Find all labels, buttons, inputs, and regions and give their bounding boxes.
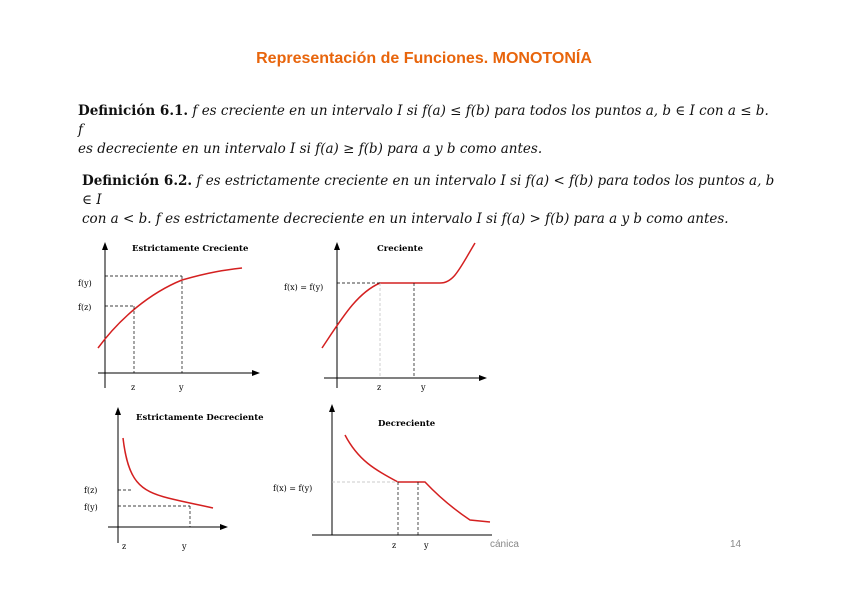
- graph-decreasing: [270, 400, 500, 558]
- function-curve: [98, 268, 242, 348]
- y-label: f(x) = f(y): [284, 283, 324, 292]
- x-axis-arrow: [479, 375, 487, 381]
- y-label: f(z): [84, 486, 98, 495]
- definition-text-line1: f es creciente en un intervalo I si f(a) ≤ f(b) para todos los puntos a, b ∈ I con a ≤ b. f: [78, 103, 769, 138]
- definition-label: Definición 6.1.: [78, 103, 189, 119]
- x-label: y: [179, 383, 184, 392]
- graph-increasing: [282, 238, 492, 398]
- graph-strictly-increasing: [70, 238, 270, 398]
- y-label: f(y): [84, 503, 98, 512]
- graph-title: Estrictamente Creciente: [132, 244, 249, 254]
- page-number: 14: [730, 539, 742, 550]
- x-label: z: [131, 383, 136, 392]
- x-label: y: [421, 383, 426, 392]
- x-axis-arrow: [220, 524, 228, 530]
- x-label: z: [122, 542, 127, 551]
- graph-strictly-decreasing: [78, 403, 278, 558]
- definition-text-line2: con a < b. f es estrictamente decreciente en un intervalo I si f(a) > f(b) para a y b como antes.: [82, 211, 729, 227]
- function-curve: [345, 435, 490, 522]
- x-label: z: [377, 383, 382, 392]
- definition-6-2: [82, 172, 782, 229]
- x-label: y: [182, 542, 187, 551]
- definition-6-1: [78, 102, 778, 159]
- graph-title: Creciente: [377, 244, 423, 254]
- y-label: f(y): [78, 279, 92, 288]
- y-axis-arrow: [334, 242, 340, 250]
- y-axis-arrow: [102, 242, 108, 250]
- definition-label: Definición 6.2.: [82, 173, 193, 189]
- y-label: f(z): [78, 303, 92, 312]
- slide-title: Representación de Funciones. MONOTONÍA: [256, 50, 592, 67]
- function-curve: [123, 438, 213, 508]
- footer-text: cánica: [490, 539, 519, 550]
- x-label: y: [424, 541, 429, 550]
- definition-text-line1: f es estrictamente creciente en un intervalo I si f(a) < f(b) para todos los puntos a, b ∈ I: [82, 173, 775, 208]
- x-label: z: [392, 541, 397, 550]
- y-label: f(x) = f(y): [273, 484, 313, 493]
- y-axis-arrow: [115, 407, 121, 415]
- definition-text-line2: es decreciente en un intervalo I si f(a) ≥ f(b) para a y b como antes.: [78, 141, 543, 157]
- x-axis-arrow: [252, 370, 260, 376]
- function-curve: [322, 243, 475, 348]
- y-axis-arrow: [329, 404, 335, 412]
- graph-title: Decreciente: [378, 419, 436, 429]
- graph-title: Estrictamente Decreciente: [136, 413, 264, 423]
